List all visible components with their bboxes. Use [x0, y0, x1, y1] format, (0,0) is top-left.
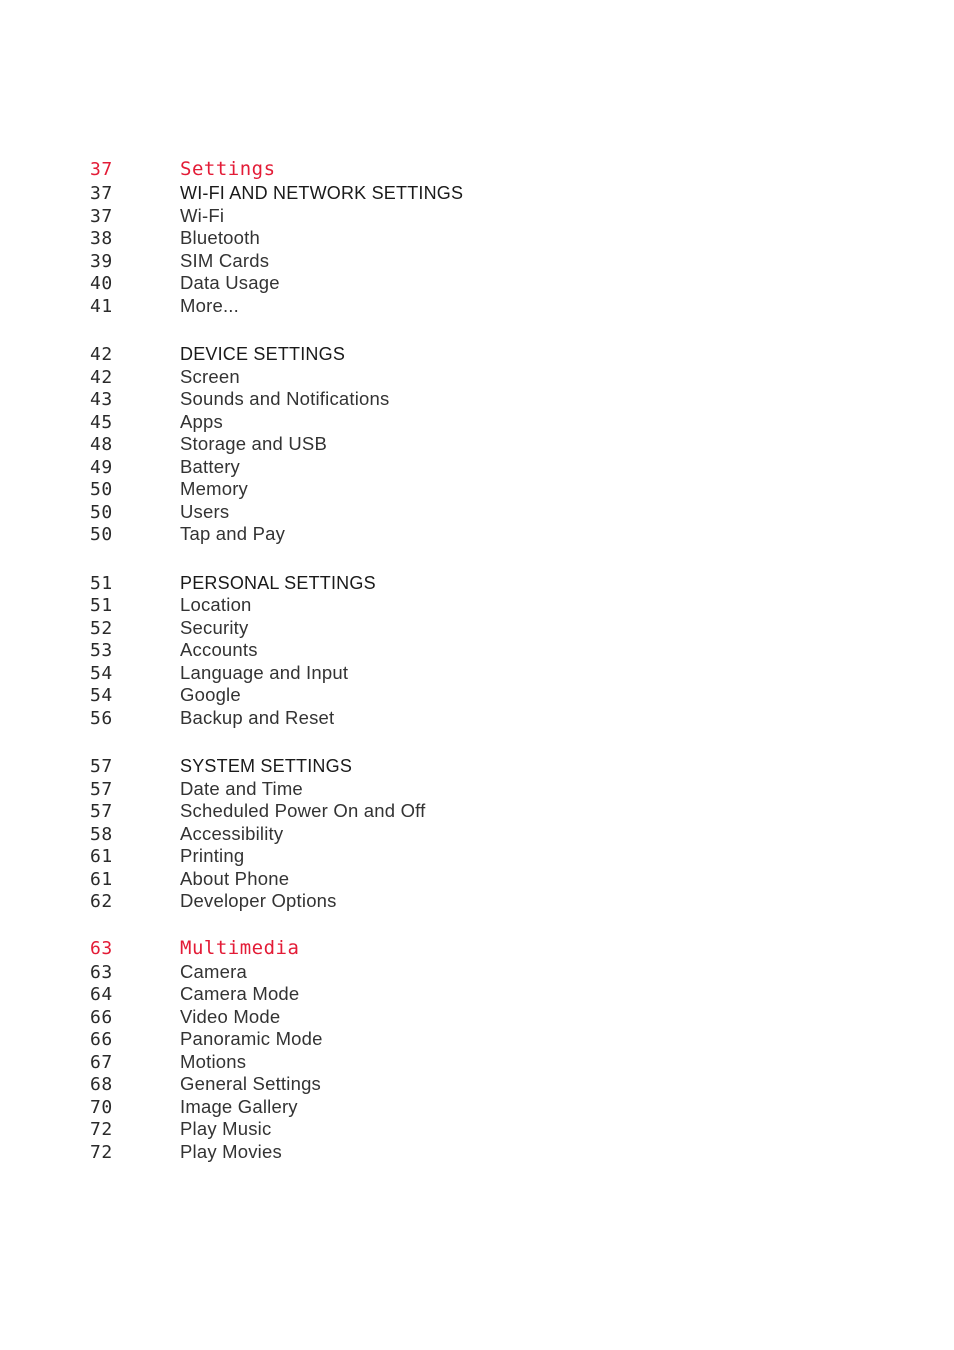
page-number: 45	[90, 411, 113, 433]
item-title: Battery	[180, 455, 241, 477]
toc-item[interactable]	[90, 478, 910, 501]
item-title: Printing	[180, 845, 245, 866]
toc-item[interactable]	[90, 778, 910, 801]
item-title: Google	[180, 684, 241, 705]
toc-item[interactable]	[90, 961, 910, 984]
item-title: Camera Mode	[180, 983, 300, 1004]
item-title: General Settings	[180, 1073, 322, 1094]
item-title: Bluetooth	[180, 227, 260, 248]
page-number: 57	[90, 756, 113, 777]
page-number: 42	[90, 344, 113, 365]
item-title: More...	[180, 294, 239, 316]
toc-item[interactable]	[90, 890, 910, 913]
page-number: 63	[90, 937, 113, 959]
page-number: 54	[90, 685, 113, 706]
page-number: 64	[90, 984, 113, 1005]
page-number: 50	[90, 479, 113, 500]
page-number: 57	[90, 801, 113, 822]
toc-item[interactable]	[90, 1118, 910, 1141]
item-title: Storage and USB	[180, 433, 327, 454]
toc-item[interactable]	[90, 227, 910, 250]
item-title: Users	[180, 500, 230, 522]
spacer	[90, 913, 910, 935]
toc-item[interactable]	[90, 1006, 910, 1029]
page-number: 72	[90, 1119, 113, 1140]
toc-item[interactable]	[90, 272, 910, 295]
section-title: WI-FI AND NETWORK SETTINGS	[180, 183, 464, 203]
toc-item[interactable]	[90, 684, 910, 707]
toc-item[interactable]	[90, 1096, 910, 1119]
toc-item[interactable]	[90, 388, 910, 411]
toc-item[interactable]	[90, 1051, 910, 1074]
toc-item[interactable]	[90, 868, 910, 891]
toc-section-personal[interactable]	[90, 572, 910, 595]
page-number: 63	[90, 961, 113, 983]
item-title: Date and Time	[180, 777, 303, 799]
page-number: 38	[90, 228, 113, 249]
page-number: 61	[90, 846, 113, 867]
toc-item[interactable]	[90, 639, 910, 662]
toc-item[interactable]	[90, 523, 910, 546]
page-number: 37	[90, 183, 113, 204]
item-title: Tap and Pay	[180, 523, 286, 544]
toc-item[interactable]	[90, 295, 910, 318]
page-number: 37	[90, 205, 113, 227]
spacer	[90, 317, 910, 343]
toc-item[interactable]	[90, 456, 910, 479]
page-number: 41	[90, 295, 113, 317]
section-title: DEVICE SETTINGS	[180, 344, 346, 364]
page-number: 42	[90, 366, 113, 388]
toc-item[interactable]	[90, 250, 910, 273]
item-title: Accounts	[180, 639, 258, 660]
page-number: 51	[90, 572, 113, 594]
page-number: 51	[90, 595, 113, 616]
toc-item[interactable]	[90, 501, 910, 524]
toc-item[interactable]	[90, 433, 910, 456]
toc-item[interactable]	[90, 800, 910, 823]
item-title: Language and Input	[180, 661, 349, 683]
section-title: SYSTEM SETTINGS	[180, 756, 353, 776]
item-title: Apps	[180, 410, 223, 432]
toc-item[interactable]	[90, 594, 910, 617]
page-number: 66	[90, 1006, 113, 1028]
page-number: 56	[90, 707, 113, 729]
item-title: Motions	[180, 1050, 247, 1072]
toc-section-wifi[interactable]	[90, 182, 910, 205]
toc-section-device[interactable]	[90, 343, 910, 366]
page-number: 50	[90, 501, 113, 523]
page-number: 72	[90, 1141, 113, 1163]
page-number: 43	[90, 389, 113, 410]
item-title: Memory	[180, 478, 249, 499]
spacer	[90, 546, 910, 572]
item-title: Developer Options	[180, 890, 337, 911]
chapter-title: Multimedia	[180, 936, 300, 959]
page-number: 68	[90, 1074, 113, 1095]
toc-item[interactable]	[90, 823, 910, 846]
toc-item[interactable]	[90, 205, 910, 228]
toc-chapter-multimedia[interactable]	[90, 935, 910, 961]
spacer	[90, 729, 910, 755]
item-title: SIM Cards	[180, 249, 270, 271]
page-number: 37	[90, 159, 113, 180]
page-number: 53	[90, 640, 113, 661]
toc-item[interactable]	[90, 1141, 910, 1164]
page-number: 40	[90, 273, 113, 294]
toc-item[interactable]	[90, 662, 910, 685]
chapter-title: Settings	[180, 158, 276, 180]
item-title: Play Movies	[180, 1140, 282, 1162]
item-title: Image Gallery	[180, 1095, 298, 1117]
item-title: Sounds and Notifications	[180, 388, 390, 409]
item-title: Wi-Fi	[180, 204, 225, 226]
page-number: 39	[90, 250, 113, 272]
toc-item[interactable]	[90, 983, 910, 1006]
item-title: Play Music	[180, 1118, 272, 1139]
item-title: Screen	[180, 365, 240, 387]
page-number: 66	[90, 1029, 113, 1050]
toc-item[interactable]	[90, 707, 910, 730]
page-number: 67	[90, 1051, 113, 1073]
item-title: Location	[180, 594, 252, 615]
toc-item[interactable]	[90, 366, 910, 389]
item-title: Accessibility	[180, 822, 284, 844]
page-number: 52	[90, 617, 113, 639]
item-title: About Phone	[180, 867, 290, 889]
toc-section-system[interactable]	[90, 755, 910, 778]
table-of-contents	[90, 156, 910, 1163]
page-number: 48	[90, 434, 113, 455]
toc-item[interactable]	[90, 617, 910, 640]
item-title: Scheduled Power On and Off	[180, 800, 426, 821]
item-title: Panoramic Mode	[180, 1028, 323, 1049]
page-number: 54	[90, 662, 113, 684]
item-title: Data Usage	[180, 272, 280, 293]
item-title: Security	[180, 616, 249, 638]
page-number: 61	[90, 868, 113, 890]
toc-item[interactable]	[90, 1028, 910, 1051]
toc-item[interactable]	[90, 845, 910, 868]
item-title: Backup and Reset	[180, 706, 335, 728]
page-number: 50	[90, 524, 113, 545]
toc-chapter-settings[interactable]	[90, 156, 910, 182]
page-number: 58	[90, 823, 113, 845]
page-number: 70	[90, 1096, 113, 1118]
page-number: 62	[90, 891, 113, 912]
toc-item[interactable]	[90, 1073, 910, 1096]
section-title: PERSONAL SETTINGS	[180, 572, 376, 593]
page-number: 57	[90, 778, 113, 800]
item-title: Video Mode	[180, 1005, 281, 1027]
toc-item[interactable]	[90, 411, 910, 434]
page-number: 49	[90, 456, 113, 478]
item-title: Camera	[180, 960, 247, 982]
